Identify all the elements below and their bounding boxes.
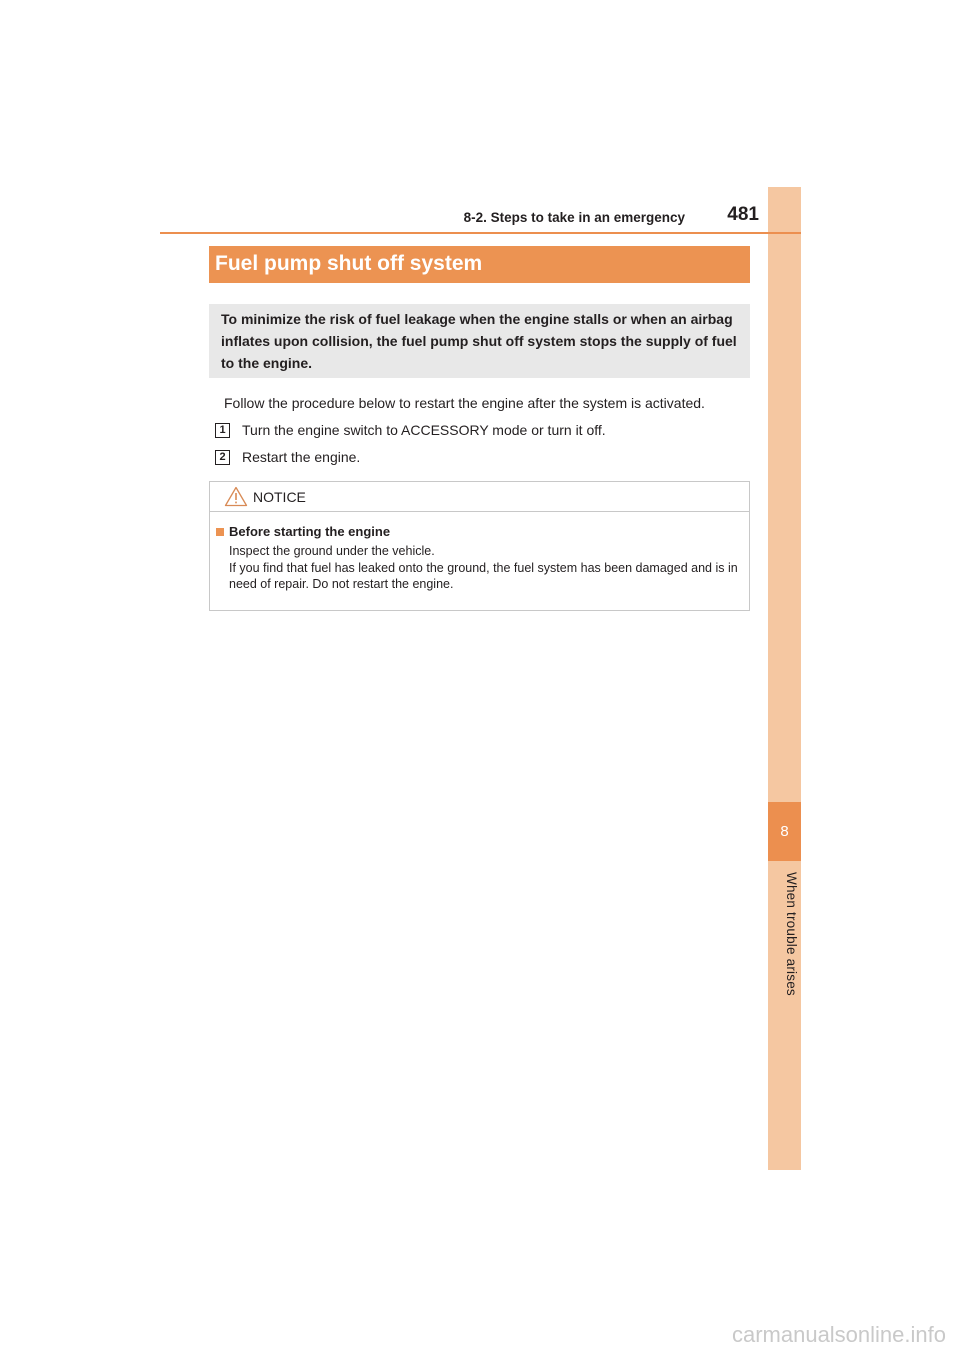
notice-header bbox=[210, 482, 749, 512]
step-text: Turn the engine switch to ACCESSORY mode or turn it off. bbox=[242, 422, 606, 438]
side-tab bbox=[768, 187, 801, 1170]
intro-box bbox=[209, 304, 750, 378]
step-text: Restart the engine. bbox=[242, 449, 361, 465]
notice-box bbox=[209, 481, 750, 611]
warning-triangle-icon bbox=[224, 486, 248, 507]
notice-subhead-text: Before starting the engine bbox=[229, 524, 391, 539]
notice-body bbox=[210, 512, 749, 593]
step-number-badge: 1 bbox=[215, 423, 230, 438]
chapter-label: When trouble arises bbox=[784, 872, 799, 996]
step-2 bbox=[215, 448, 360, 466]
intro-text: To minimize the risk of fuel leakage when the engine stalls or when an airbag inflates upon collision, the fuel pump shut off system stops the supply of fuel to the engine. bbox=[221, 311, 737, 371]
page-title: Fuel pump shut off system bbox=[209, 246, 750, 283]
square-bullet-icon bbox=[216, 528, 224, 536]
section-title: 8-2. Steps to take in an emergency bbox=[463, 210, 685, 225]
step-number-badge: 2 bbox=[215, 450, 230, 465]
step-1 bbox=[215, 421, 606, 439]
watermark: carmanualsonline.info bbox=[731, 1322, 946, 1347]
notice-paragraph: Inspect the ground under the vehicle. bbox=[229, 544, 435, 558]
procedure-lead: Follow the procedure below to restart the engine after the system is activated. bbox=[224, 395, 705, 411]
notice-subhead bbox=[216, 524, 741, 539]
header-divider bbox=[160, 232, 801, 234]
page-number: 481 bbox=[727, 204, 759, 225]
chapter-number: 8 bbox=[768, 802, 801, 861]
notice-title: NOTICE bbox=[253, 488, 306, 505]
notice-paragraph: If you find that fuel has leaked onto the ground, the fuel system has been damaged and is in need of repair. Do not restart the engine. bbox=[229, 560, 738, 591]
